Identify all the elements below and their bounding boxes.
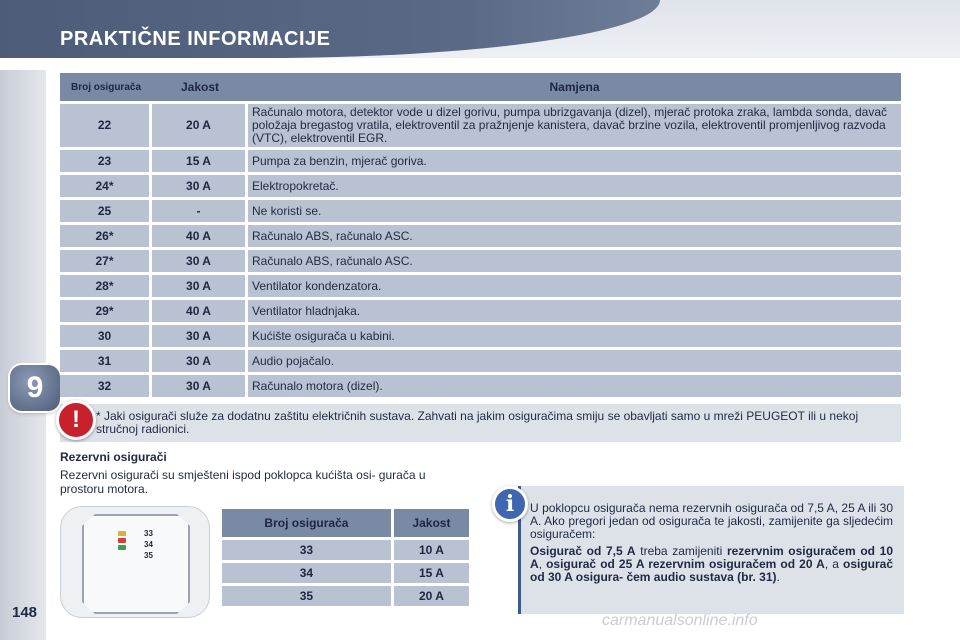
info-icon: i: [492, 486, 528, 522]
fuse-rating-cell: 40 A: [152, 225, 248, 247]
fuse-purpose-cell: Računalo motora (dizel).: [248, 375, 901, 397]
spare-number: 33: [222, 540, 394, 560]
fuse-purpose-cell: Ventilator kondenzatora.: [248, 275, 901, 297]
fuse-number-cell: 22: [60, 104, 152, 147]
table-row: [60, 275, 901, 297]
fuse-number-cell: 27*: [60, 250, 152, 272]
fuse-rating-cell: 30 A: [152, 275, 248, 297]
fuse-rating-cell: 20 A: [152, 104, 248, 147]
table-row: [222, 563, 469, 583]
table-row: [60, 150, 901, 172]
table-row: [60, 104, 901, 147]
info-bold-2: rezervnim osiguračem od 10 A: [530, 544, 893, 571]
info-bold-1: Osigurač od 7,5 A: [530, 544, 636, 558]
fuse-purpose-cell: Računalo motora, detektor vode u dizel gorivu, pumpa ubrizgavanja (dizel), mjerač protoka zraka, lambda sonda, davač položaja bregastog vratila, elektroventil za pražnjenje kanistera, davač brzine vozila, elektroventil promjenljivog razvoda (VTC), elektroventil EGR.: [248, 104, 901, 147]
fuse-number-cell: 28*: [60, 275, 152, 297]
fuse-number-cell: 29*: [60, 300, 152, 322]
fuse-rating-cell: 40 A: [152, 300, 248, 322]
fuse-number-cell: 31: [60, 350, 152, 372]
info-text-4: .: [776, 570, 780, 584]
fuse-34-marker: [118, 538, 126, 543]
fuse-label-33: 33: [144, 529, 153, 538]
table-row: [222, 586, 469, 606]
fuse-rating-cell: -: [152, 200, 248, 222]
info-bold-4: osigurač od 30 A osigura- čem audio sustava (br. 31): [530, 557, 893, 584]
fuse-purpose-cell: Ventilator hladnjaka.: [248, 300, 901, 322]
spare-rating: 15 A: [394, 563, 469, 583]
page-number: 148: [12, 604, 38, 621]
fuse-number-cell: 24*: [60, 175, 152, 197]
fuse-purpose-cell: Kućište osigurača u kabini.: [248, 325, 901, 347]
spare-fuses-title: Rezervni osigurači: [60, 450, 167, 464]
fuse-number-cell: 32: [60, 375, 152, 397]
fuse-purpose-cell: Audio pojačalo.: [248, 350, 901, 372]
fuse-rating-cell: 15 A: [152, 150, 248, 172]
header-purpose: Namjena: [248, 73, 901, 101]
fuse-label-34: 34: [144, 540, 153, 549]
fuse-number-cell: 30: [60, 325, 152, 347]
fuse-table: [60, 70, 901, 400]
spare-number: 34: [222, 563, 394, 583]
fuse-rating-cell: 30 A: [152, 325, 248, 347]
chapter-number-tab[interactable]: 9: [10, 365, 60, 411]
fuse-label-35: 35: [144, 551, 153, 560]
info-text-3: , a: [824, 557, 843, 571]
info-bold-3: osigurač od 25 A rezervnim osiguračem od 20 A: [546, 557, 825, 571]
fuse-33-marker: [118, 531, 126, 536]
table-row: [60, 250, 901, 272]
fuse-rating-cell: 30 A: [152, 175, 248, 197]
fuse-rating-cell: 30 A: [152, 350, 248, 372]
warning-exclamation-icon: !: [56, 400, 96, 440]
watermark: carmanualsonline.info: [602, 612, 758, 629]
spare-number: 35: [222, 586, 394, 606]
header-fuse-number: Broj osigurača: [60, 73, 152, 101]
table-row: [222, 540, 469, 560]
fuse-35-marker: [118, 545, 126, 550]
fuse-number-cell: 25: [60, 200, 152, 222]
fuse-rating-cell: 30 A: [152, 375, 248, 397]
page-title: PRAKTIČNE INFORMACIJE: [60, 28, 331, 50]
info-text-1: treba zamijeniti: [635, 544, 727, 558]
fuse-table-header: [60, 73, 901, 101]
spare-rating: 20 A: [394, 586, 469, 606]
fuse-number-cell: 26*: [60, 225, 152, 247]
table-row: [60, 175, 901, 197]
table-row: [60, 350, 901, 372]
table-row: [60, 300, 901, 322]
fuse-purpose-cell: Računalo ABS, računalo ASC.: [248, 225, 901, 247]
info-text-2: ,: [538, 557, 547, 571]
info-text: [530, 502, 893, 584]
spare-header-number: Broj osigurača: [222, 509, 394, 537]
spare-header-rating: Jakost: [394, 509, 469, 537]
fuse-purpose-cell: Pumpa za benzin, mjerač goriva.: [248, 150, 901, 172]
info-paragraph-2: [530, 545, 893, 584]
warning-text: * Jaki osigurači služe za dodatnu zaštitu električnih sustava. Zahvati na jakim osiguračima smiju se obavljati samo u mreži PEUGEOT ili u nekoj stručnoj radionici.: [96, 409, 859, 436]
table-row: [60, 200, 901, 222]
chapter-side-bar: [0, 70, 46, 640]
table-row: [60, 325, 901, 347]
spare-rating: 10 A: [394, 540, 469, 560]
table-row: [60, 375, 901, 397]
fuse-purpose-cell: Računalo ABS, računalo ASC.: [248, 250, 901, 272]
table-row: [60, 225, 901, 247]
fuse-number-cell: 23: [60, 150, 152, 172]
info-paragraph-1: U poklopcu osigurača nema rezervnih osigurača od 7,5 A, 25 A ili 30 A. Ako pregori jedan od osigurača te jakosti, zamijenite ga sljedećim osiguračem:: [530, 501, 893, 541]
spare-fuses-text: Rezervni osigurači su smješteni ispod poklopca kućišta osi- gurača u prostoru motora.: [60, 468, 426, 496]
fuse-purpose-cell: Ne koristi se.: [248, 200, 901, 222]
fuse-rating-cell: 30 A: [152, 250, 248, 272]
spare-fuse-table: [222, 506, 469, 609]
fuse-box-inner-image: [82, 514, 190, 614]
fuse-purpose-cell: Elektropokretač.: [248, 175, 901, 197]
header-rating: Jakost: [152, 73, 248, 101]
